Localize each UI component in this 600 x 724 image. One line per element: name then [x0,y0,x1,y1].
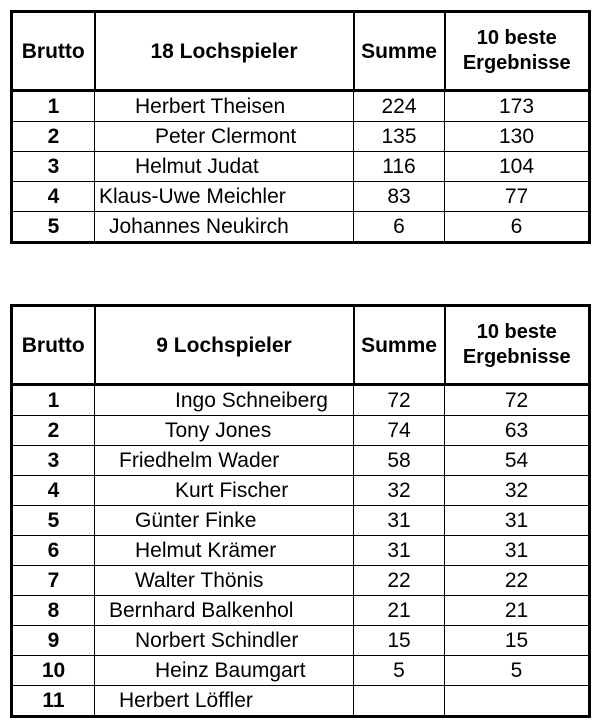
rank-cell: 7 [12,566,95,596]
player-name-cell [95,446,354,476]
player-first-name: Ingo [175,389,216,412]
player-first-name: Bernhard [109,599,196,622]
table-row [12,152,590,182]
sum-cell: 135 [354,122,445,152]
sum-cell: 21 [354,596,445,626]
rank-cell: 4 [12,476,95,506]
best-results-cell: 63 [445,416,590,446]
player-last-name: Balkenhol [201,599,294,622]
sum-cell: 6 [354,212,445,243]
best-results-cell: 31 [445,506,590,536]
results-table-18-holes [10,10,591,244]
player-last-name: Löffler [194,689,253,712]
player-name-cell [95,122,354,152]
rank-cell: 3 [12,446,95,476]
player-name-cell [95,182,354,212]
best-results-cell: 22 [445,566,590,596]
player-first-name: Heinz [155,659,209,682]
table-row [12,476,590,506]
rank-cell: 8 [12,596,95,626]
player-name-cell [95,536,354,566]
rank-cell: 11 [12,686,95,717]
player-last-name: Baumgart [214,659,306,682]
player-last-name: Fischer [219,479,289,502]
player-first-name: Walter [135,569,195,592]
column-header-best-line1: 10 beste [476,27,557,49]
rank-cell: 5 [12,506,95,536]
rank-cell: 9 [12,626,95,656]
player-first-name: Helmut [135,539,202,562]
player-last-name: Clermont [211,125,297,148]
rank-cell: 10 [12,656,95,686]
table-row [12,446,590,476]
player-first-name: Herbert [119,689,190,712]
player-last-name: Meichler [206,185,286,208]
player-first-name: Norbert [135,629,206,652]
best-results-cell: 15 [445,626,590,656]
player-name-cell [95,566,354,596]
table-row [12,536,590,566]
rank-cell: 6 [12,536,95,566]
column-header-sum: Summe [354,306,445,385]
player-name-cell [95,596,354,626]
table-header-row [12,12,590,91]
player-name-cell [95,506,354,536]
column-header-best-line1: 10 beste [476,321,557,343]
sum-cell: 74 [354,416,445,446]
best-results-cell: 104 [445,152,590,182]
sum-cell: 224 [354,91,445,122]
player-first-name: Friedhelm [119,449,213,472]
column-header-best-results [445,12,590,91]
column-header-rank: Brutto [12,306,95,385]
player-first-name: Kurt [175,479,214,502]
best-results-cell: 31 [445,536,590,566]
best-results-cell: 21 [445,596,590,626]
player-last-name: Finke [205,509,257,532]
best-results-cell: 72 [445,385,590,416]
best-results-cell: 173 [445,91,590,122]
player-first-name: Peter [155,125,206,148]
player-name-cell [95,152,354,182]
player-first-name: Helmut [135,155,202,178]
column-header-best-line2: Ergebnisse [462,52,571,74]
sum-cell: 5 [354,656,445,686]
best-results-cell: 130 [445,122,590,152]
table-row [12,506,590,536]
player-first-name: Günter [135,509,200,532]
player-last-name: Krämer [207,539,277,562]
column-header-best-results [445,306,590,385]
rank-cell: 2 [12,416,95,446]
best-results-cell: 54 [445,446,590,476]
table-row [12,91,590,122]
player-last-name: Schindler [210,629,299,652]
player-last-name: Judat [207,155,259,178]
rank-cell: 4 [12,182,95,212]
player-last-name: Neukirch [205,215,289,238]
best-results-cell: 32 [445,476,590,506]
player-name-cell [95,212,354,243]
table-row [12,385,590,416]
player-last-name: Wader [218,449,280,472]
sum-cell: 83 [354,182,445,212]
player-last-name: Thönis [200,569,264,592]
column-header-best-line2: Ergebnisse [462,346,571,368]
player-first-name: Herbert [135,95,206,118]
sum-cell: 31 [354,506,445,536]
player-name-cell [95,656,354,686]
player-name-cell [95,686,354,717]
table-row [12,596,590,626]
sum-cell: 58 [354,446,445,476]
sum-cell: 116 [354,152,445,182]
player-name-cell [95,91,354,122]
best-results-cell: 6 [445,212,590,243]
column-header-sum: Summe [354,12,445,91]
rank-cell: 1 [12,91,95,122]
best-results-cell [445,686,590,717]
player-name-cell [95,626,354,656]
sum-cell: 31 [354,536,445,566]
sum-cell: 22 [354,566,445,596]
column-header-name: 9 Lochspieler [95,306,354,385]
sum-cell: 32 [354,476,445,506]
column-header-name: 18 Lochspieler [95,12,354,91]
column-header-rank: Brutto [12,12,95,91]
results-table-9-holes [10,304,591,718]
table-row [12,686,590,717]
player-first-name: Johannes [109,215,201,238]
player-name-cell [95,416,354,446]
player-last-name: Theisen [210,95,286,118]
best-results-cell: 5 [445,656,590,686]
table-row [12,182,590,212]
table-row [12,566,590,596]
sum-cell: 72 [354,385,445,416]
player-name-cell [95,385,354,416]
player-name-cell [95,476,354,506]
table-row [12,416,590,446]
player-first-name: Klaus-Uwe [99,185,201,208]
sum-cell: 15 [354,626,445,656]
best-results-cell: 77 [445,182,590,212]
sum-cell [354,686,445,717]
player-last-name: Schneiberg [221,389,328,412]
player-last-name: Jones [215,419,272,442]
table-row [12,212,590,243]
rank-cell: 1 [12,385,95,416]
player-first-name: Tony [165,419,210,442]
rank-cell: 5 [12,212,95,243]
rank-cell: 3 [12,152,95,182]
table-row [12,656,590,686]
table-header-row [12,306,590,385]
table-row [12,122,590,152]
table-row [12,626,590,656]
rank-cell: 2 [12,122,95,152]
